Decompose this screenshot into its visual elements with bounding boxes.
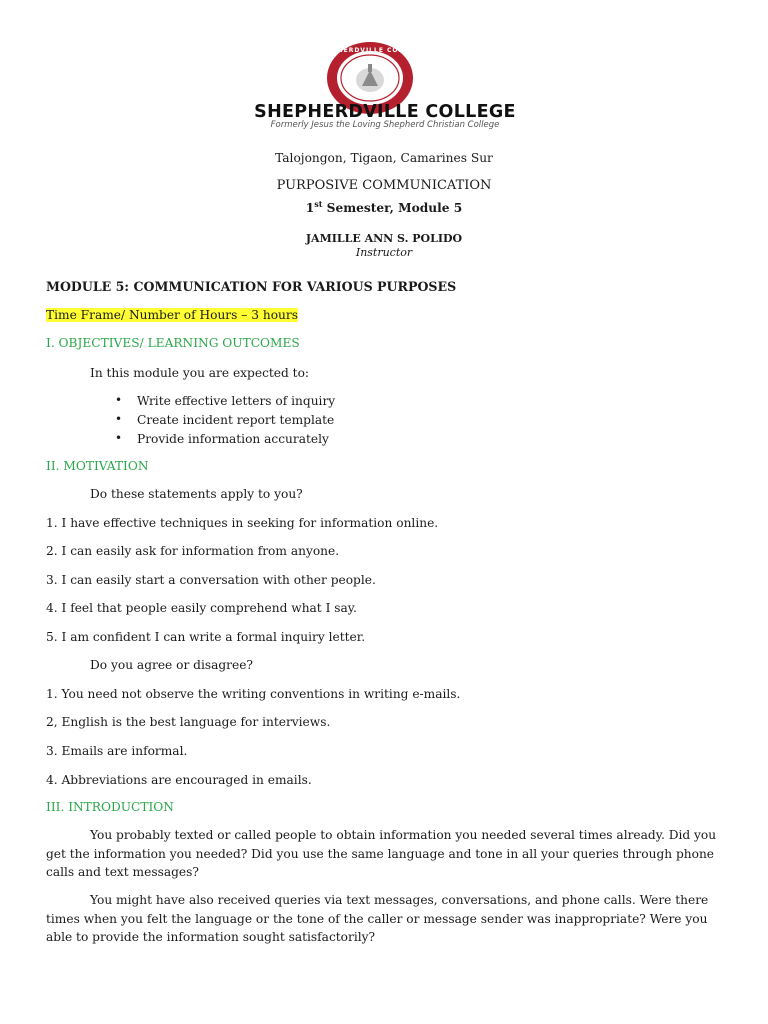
objective-item: Create incident report template — [137, 413, 335, 427]
introduction-heading: III. INTRODUCTION — [46, 800, 174, 814]
bullet-icon: • — [115, 393, 123, 407]
objective-item: Provide information accurately — [137, 432, 329, 446]
bullet-icon: • — [115, 412, 123, 426]
college-letterhead — [125, 40, 645, 130]
statement-item: 2. I can easily ask for information from anyone. — [46, 544, 340, 558]
motivation-prompt: Do these statements apply to you? — [90, 487, 303, 501]
course-title: PURPOSIVE COMMUNICATION — [276, 178, 492, 193]
introduction-paragraph: You might have also received queries via text messages, conversations, and phone calls. Were there times when you felt the language or the tone of the caller or message sender was inappropriate? Were you able to provide the information sought satisfactorily? — [46, 893, 709, 944]
instructor-name: JAMILLE ANN S. POLIDO — [305, 232, 463, 245]
college-address: Talojongon, Tigaon, Camarines Sur — [275, 151, 493, 165]
statement-item: 5. I am confident I can write a formal inquiry letter. — [46, 630, 366, 644]
agree-prompt: Do you agree or disagree? — [90, 658, 253, 672]
introduction-paragraph: You probably texted or called people to obtain information you needed several times already. Did you get the information you needed? Did you use the same language and tone in all your queries through phone calls and text messages? — [46, 828, 717, 879]
college-former-name: Formerly Jesus the Loving Shepherd Christian College — [270, 120, 500, 130]
objectives-heading: I. OBJECTIVES/ LEARNING OUTCOMES — [46, 336, 300, 350]
motivation-heading: II. MOTIVATION — [46, 459, 149, 473]
semester-line: 1st Semester, Module 5 — [305, 199, 463, 216]
statement-item: 4. I feel that people easily comprehend what I say. — [46, 601, 357, 615]
agree-item: 3. Emails are informal. — [46, 744, 188, 758]
agree-item: 4. Abbreviations are encouraged in emails. — [46, 773, 312, 787]
objective-item: Write effective letters of inquiry — [137, 394, 336, 408]
time-frame: Time Frame/ Number of Hours – 3 hours — [46, 308, 298, 322]
statement-item: 3. I can easily start a conversation with other people. — [46, 573, 376, 587]
college-name: SHEPHERDVILLE COLLEGE — [254, 102, 516, 122]
instructor-role: Instructor — [355, 246, 413, 259]
bullet-icon: • — [115, 431, 123, 445]
agree-item: 2, English is the best language for interviews. — [46, 715, 331, 729]
module-title: MODULE 5: COMMUNICATION FOR VARIOUS PURPOSES — [46, 279, 457, 294]
statement-item: 1. I have effective techniques in seeking for information online. — [46, 516, 439, 530]
objectives-intro: In this module you are expected to: — [90, 366, 310, 380]
svg-text:SHEPHERDVILLE COLLEGE: SHEPHERDVILLE COLLEGE — [315, 47, 425, 54]
agree-item: 1. You need not observe the writing conventions in writing e-mails. — [46, 687, 461, 701]
